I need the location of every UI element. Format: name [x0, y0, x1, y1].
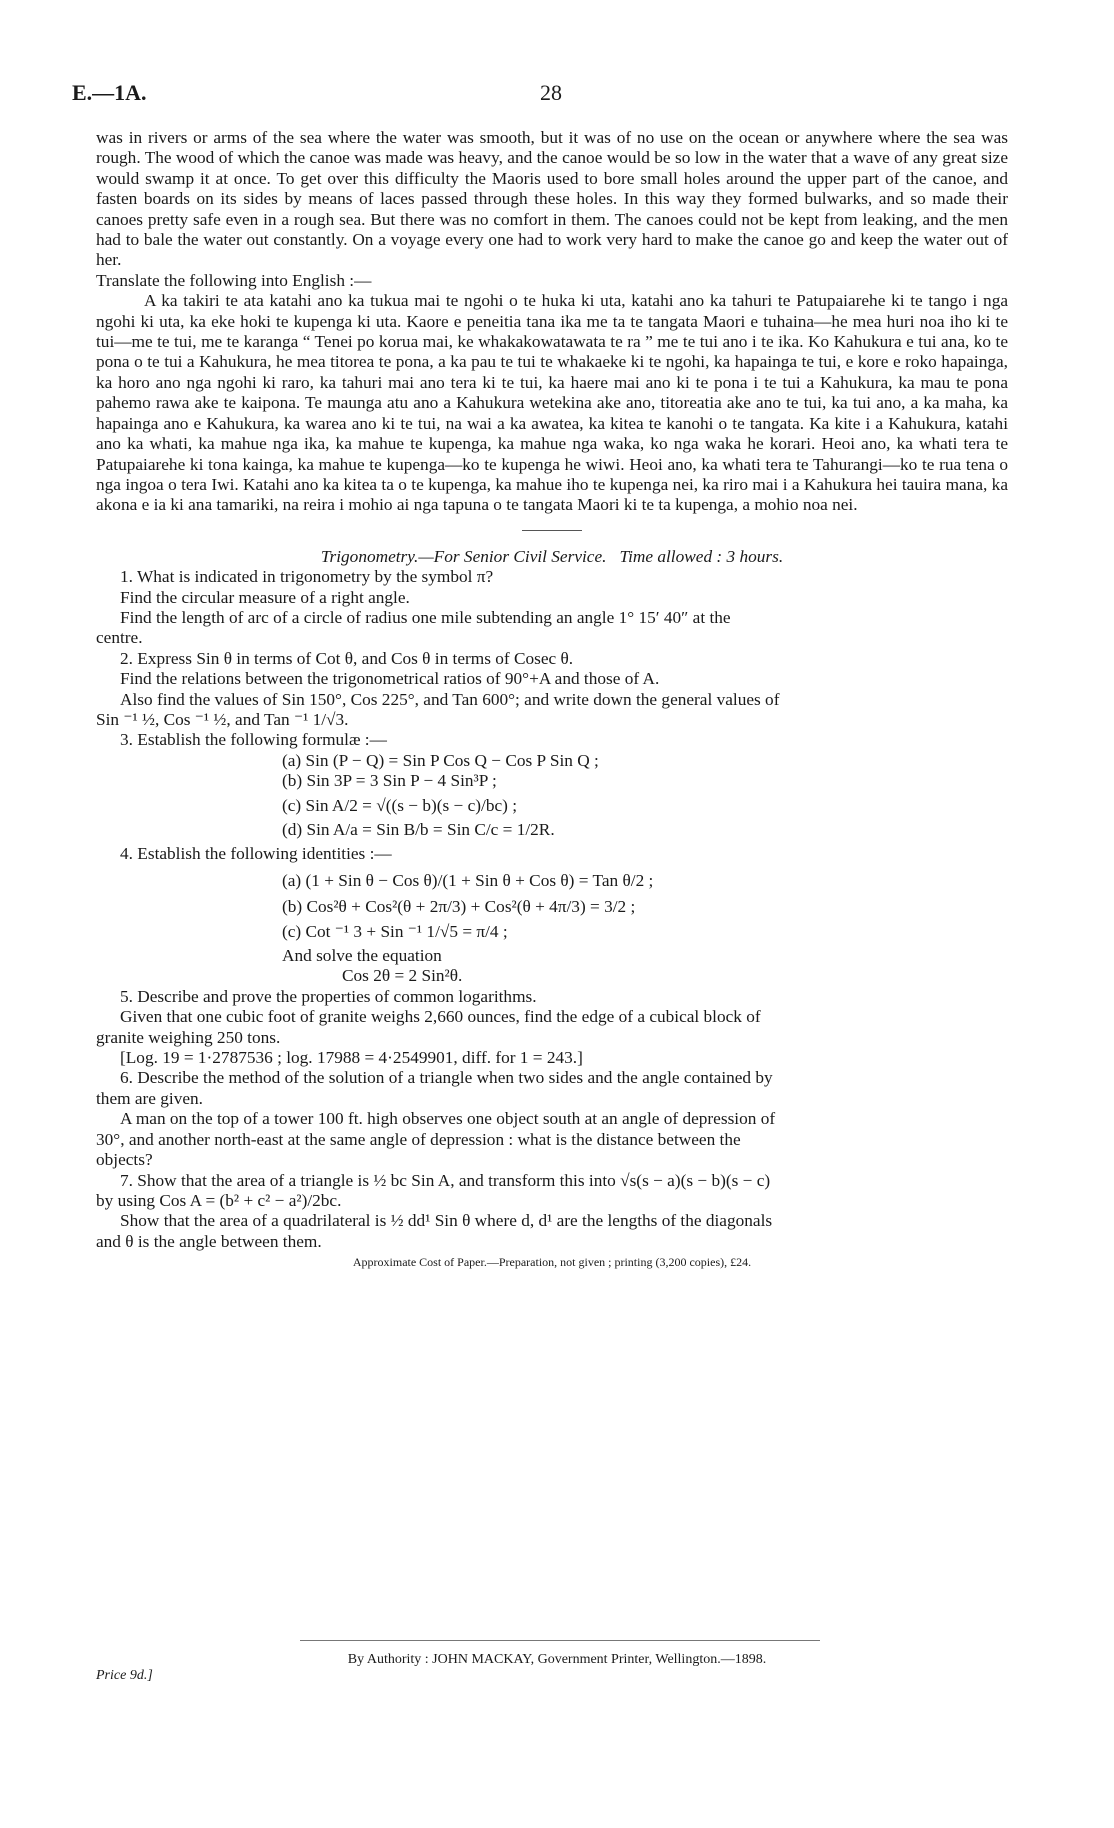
q6-line-a: 6. Describe the method of the solution of a triangle when two sides and the angle contained by	[120, 1068, 773, 1088]
translate-instruction: Translate the following into English :—	[96, 270, 372, 290]
q2-line-a: 2. Express Sin θ in terms of Cot θ, and Cos θ in terms of Cosec θ.	[120, 648, 574, 668]
q3-formula-b: (b) Sin 3P = 3 Sin P − 4 Sin³P ;	[282, 771, 497, 791]
q3-formula-c: (c) Sin A/2 = √((s − b)(s − c)/bc) ;	[282, 795, 518, 815]
footer-rule	[300, 1640, 820, 1641]
q4-solve-label: And solve the equation	[282, 946, 442, 966]
q4-label: 4. Establish the following identities :—	[120, 844, 392, 864]
q5-line-c: [Log. 19 = 1·2787536 ; log. 17988 = 4·2549901, diff. for 1 = 243.]	[120, 1048, 583, 1068]
q6-line-b: A man on the top of a tower 100 ft. high observes one object south at an angle of depression of	[120, 1109, 776, 1129]
q7-line-b2: and θ is the angle between them.	[96, 1231, 322, 1251]
q4-formulae	[96, 871, 1008, 987]
section-title-text: Trigonometry.—For Senior Civil Service.	[320, 546, 607, 566]
paragraph-canoe: was in rivers or arms of the sea where the water was smooth, but it was of no use on the ocean or anywhere where the sea was rough. The wood of which the canoe was made was heavy, and the canoe would be so low in the water that a wave of any great size would swamp it at once. To get over this difficulty the Maoris used to bore small holes around the upper part of the canoe, and fasten boards on its sides by means of laces passed through these holes. In this way they formed bulwarks, and so made their canoes pretty safe even in a rough sea. But there was no comfort in them. The canoes could not be kept from leaking, and the men had to bale the water out constantly. On a voyage every one had to work very hard to make the canoe go and keep the water out of her.	[96, 128, 1008, 270]
q2-line-c2: Sin ⁻¹ ½, Cos ⁻¹ ½, and Tan ⁻¹ 1/√3.	[96, 709, 349, 729]
q7-line-a: 7. Show that the area of a triangle is ½ bc Sin A, and transform this into √s(s − a)(s − b)(s − c)	[120, 1170, 771, 1190]
q5-line-a: 5. Describe and prove the properties of common logarithms.	[120, 986, 537, 1006]
section-title	[96, 547, 1008, 567]
q6-line-a2: them are given.	[96, 1088, 204, 1108]
q1-line-c: Find the length of arc of a circle of radius one mile subtending an angle 1° 15′ 40″ at the	[120, 607, 731, 627]
q4-equation: Cos 2θ = 2 Sin²θ.	[342, 966, 463, 986]
q3-formula-a: (a) Sin (P − Q) = Sin P Cos Q − Cos P Sin Q ;	[282, 750, 599, 770]
q4-formula-a: (a) (1 + Sin θ − Cos θ)/(1 + Sin θ + Cos θ) = Tan θ/2 ;	[282, 870, 654, 890]
q2-line-b: Find the relations between the trigonometrical ratios of 90°+A and those of A.	[120, 669, 660, 689]
q1-line-c2: centre.	[96, 628, 143, 648]
q6-line-b2: 30°, and another north-east at the same angle of depression : what is the distance between the	[96, 1129, 741, 1149]
q5-line-b2: granite weighing 250 tons.	[96, 1027, 281, 1047]
price-note: Price 9d.]	[96, 1668, 153, 1683]
q5-line-b: Given that one cubic foot of granite weighs 2,660 ounces, find the edge of a cubical block of	[120, 1007, 761, 1027]
q2-line-c: Also find the values of Sin 150°, Cos 225°, and Tan 600°; and write down the general values of	[120, 689, 780, 709]
q1-line-a: 1. What is indicated in trigonometry by the symbol π?	[120, 567, 494, 587]
q3-formula-d: (d) Sin A/a = Sin B/b = Sin C/c = 1/2R.	[282, 820, 555, 839]
page-number: 28	[540, 80, 562, 105]
q7-line-b: Show that the area of a quadrilateral is ½ dd¹ Sin θ where d, d¹ are the lengths of the diagonals	[120, 1211, 773, 1231]
document-body	[96, 128, 1008, 1273]
printer-authority: By Authority : JOHN MACKAY, Government Printer, Wellington.—1898.	[347, 1652, 767, 1667]
q3-formulae	[96, 751, 1008, 841]
cost-note: Approximate Cost of Paper.—Preparation, not given ; printing (3,200 copies), £24.	[352, 1255, 752, 1270]
section-divider	[522, 530, 582, 531]
maori-passage: A ka takiri te ata katahi ano ka tukua mai te ngohi o te huka ki uta, katahi ano ka tahuri te Patupaiarehe ki te tango i nga ngohi ki uta, ka eke hoki te kupenga ki uta. Kaore e peneitia tana ika me ta te tangata Maori e tuhaina—he mea huri noa iho ki te tui—me te tui, me te karanga “ Tenei po korua mai, ke whakakowatawata te ra ” me te tui ano i te ika. Ko Kahukura e tui ana, ko te pona o te tui a Kahukura, he mea titorea te pona, a ka pau te tui te whakaeke ki te ngohi, ka hapainga te tui, e kore e roko hapainga, ka horo ano nga ngohi ki raro, ka tahuri mai ano tera ki te tui, ka haere mai ano ki te pona i te tui a Kahukura, ka mau te pona pahemo rawa ake te kaipona. Te maunga atu ano a Kahukura wetekina ake ano, titoreatia ake ano te tui, ka tui ano, a ka maha, ka hapainga ano e Kahukura, ka warea ano ki te tui, na wai a ka awatea, ka kitea te kanohi o te tangata. Ka kite i a Kahukura, katahi ano ka whati, ka mahue nga ika, ka mahue te kupenga, ka mahue nga waka, ko nga waka he korari. Heoi ano, ka whati tera te Patupaiarehe ki tona kainga, ka mahue te kupenga—ko te kupenga he wiwi. Heoi ano, ka whati tera te Tahurangi—ko te rua tena o nga ingoa o tera Iwi. Katahi ano ka kitea ta o te kupenga, ka mahue iho te kupenga nei, ka riro mai i a Kahukura hei tauira mana, ka akona e ia ki ana tamariki, na reira i mohio ai nga tapuna o te tangata Maori ki te ta kupenga, a mohio noa nei.	[96, 291, 1008, 515]
document-reference: E.—1A.	[72, 80, 147, 105]
q6-line-b3: objects?	[96, 1150, 153, 1170]
q3-label: 3. Establish the following formulæ :—	[120, 730, 387, 750]
q7-line-a2: by using Cos A = (b² + c² − a²)/2bc.	[96, 1190, 342, 1210]
section-time: Time allowed : 3 hours.	[619, 546, 784, 566]
q4-formula-c: (c) Cot ⁻¹ 3 + Sin ⁻¹ 1/√5 = π/4 ;	[282, 921, 508, 941]
q1-line-b: Find the circular measure of a right angle.	[120, 587, 410, 607]
q4-formula-b: (b) Cos²θ + Cos²(θ + 2π/3) + Cos²(θ + 4π/3) = 3/2 ;	[282, 897, 636, 917]
